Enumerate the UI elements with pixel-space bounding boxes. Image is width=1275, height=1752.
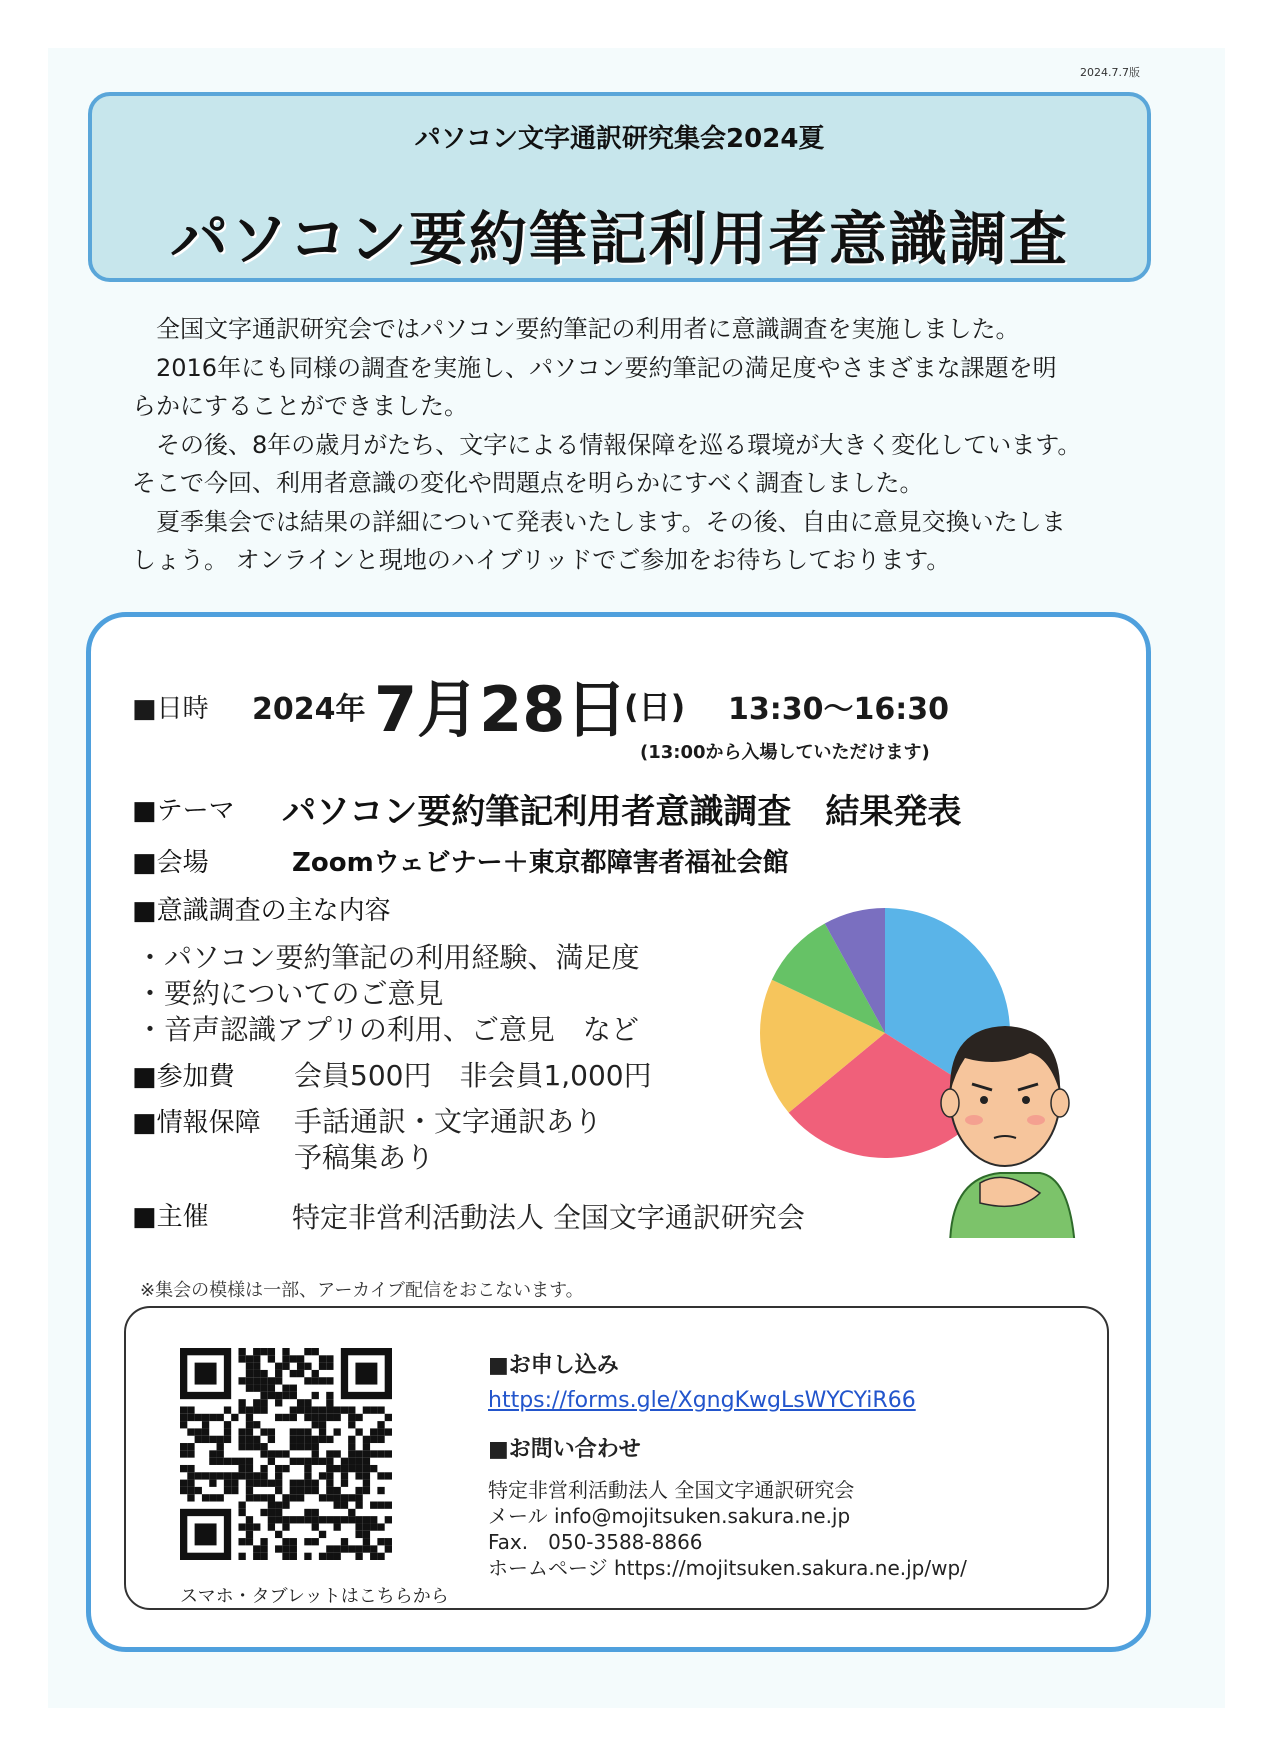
theme-value: パソコン要約筆記利用者意識調査 結果発表 <box>282 792 962 832</box>
archive-note: ※集会の模様は一部、アーカイブ配信をおこないます。 <box>140 1280 584 1301</box>
entry-note: (13:00から入場していただけます) <box>640 742 930 763</box>
date-time: 13:30〜16:30 <box>728 692 949 727</box>
page-title: パソコン要約筆記利用者意識調査 <box>170 205 1069 273</box>
inquiry-mail: メール info@mojitsuken.sakura.ne.jp <box>488 1504 851 1528</box>
intro-line: 2016年にも同様の調査を実施し、パソコン要約筆記の満足度やさまざまな課題を明 <box>156 353 1057 382</box>
pie-chart-illustration <box>750 898 1090 1238</box>
version-note: 2024.7.7版 <box>1080 66 1140 79</box>
fee-value: 会員500円 非会員1,000円 <box>294 1059 652 1092</box>
inquiry-org: 特定非営利活動法人 全国文字通訳研究会 <box>488 1478 855 1502</box>
event-subtitle: パソコン文字通訳研究集会2024夏 <box>414 124 825 154</box>
support-value: 手話通訳・文字通訳あり <box>294 1105 603 1138</box>
support-label: ■情報保障 <box>132 1108 261 1138</box>
date-label: ■日時 <box>132 694 209 724</box>
content-item: ・パソコン要約筆記の利用経験、満足度 <box>136 941 640 974</box>
host-value: 特定非営利活動法人 全国文字通訳研究会 <box>292 1201 805 1234</box>
support-value: 予稿集あり <box>294 1141 435 1174</box>
inquiry-label: ■お問い合わせ <box>488 1437 641 1462</box>
apply-label: ■お申し込み <box>488 1353 619 1378</box>
intro-line: そこで今回、利用者意識の変化や問題点を明らかにすべく調査しました。 <box>132 469 924 497</box>
content-item: ・音声認識アプリの利用、ご意見 など <box>136 1013 639 1046</box>
apply-link[interactable]: https://forms.gle/XgngKwgLsWYCYiR66 <box>488 1388 916 1413</box>
intro-line: 夏季集会では結果の詳細について発表いたします。その後、自由に意見交換いたしま <box>156 507 1066 536</box>
content-label: ■意識調査の主な内容 <box>132 896 391 926</box>
theme-label: ■テーマ <box>132 796 235 826</box>
inquiry-fax: Fax. 050-3588-8866 <box>488 1530 703 1554</box>
qr-code-icon[interactable] <box>180 1348 392 1560</box>
intro-text <box>132 310 1132 580</box>
intro-line: 全国文字通訳研究会ではパソコン要約筆記の利用者に意識調査を実施しました。 <box>156 315 1020 343</box>
date-year: 2024年 <box>252 692 366 727</box>
intro-line: しょう。 オンラインと現地のハイブリッドでご参加をお待ちしております。 <box>132 546 951 574</box>
thinking-person-illustration <box>941 1026 1075 1238</box>
qr-caption: スマホ・タブレットはこちらから <box>180 1586 449 1607</box>
title-banner <box>88 92 1151 282</box>
inquiry-homepage: ホームページ https://mojitsuken.sakura.ne.jp/wp/ <box>488 1556 967 1580</box>
fee-label: ■参加費 <box>132 1062 235 1092</box>
venue-label: ■会場 <box>132 848 209 878</box>
intro-line: その後、8年の歳月がたち、文字による情報保障を巡る環境が大きく変化しています。 <box>156 430 1082 459</box>
host-label: ■主催 <box>132 1202 209 1232</box>
content-item: ・要約についてのご意見 <box>136 977 444 1010</box>
venue-value: Zoomウェビナー＋東京都障害者福祉会館 <box>292 848 789 878</box>
intro-line: らかにすることができました。 <box>132 392 468 420</box>
date-weekday: (日) <box>624 688 686 726</box>
date-month-day: 7月28日 <box>374 673 628 746</box>
